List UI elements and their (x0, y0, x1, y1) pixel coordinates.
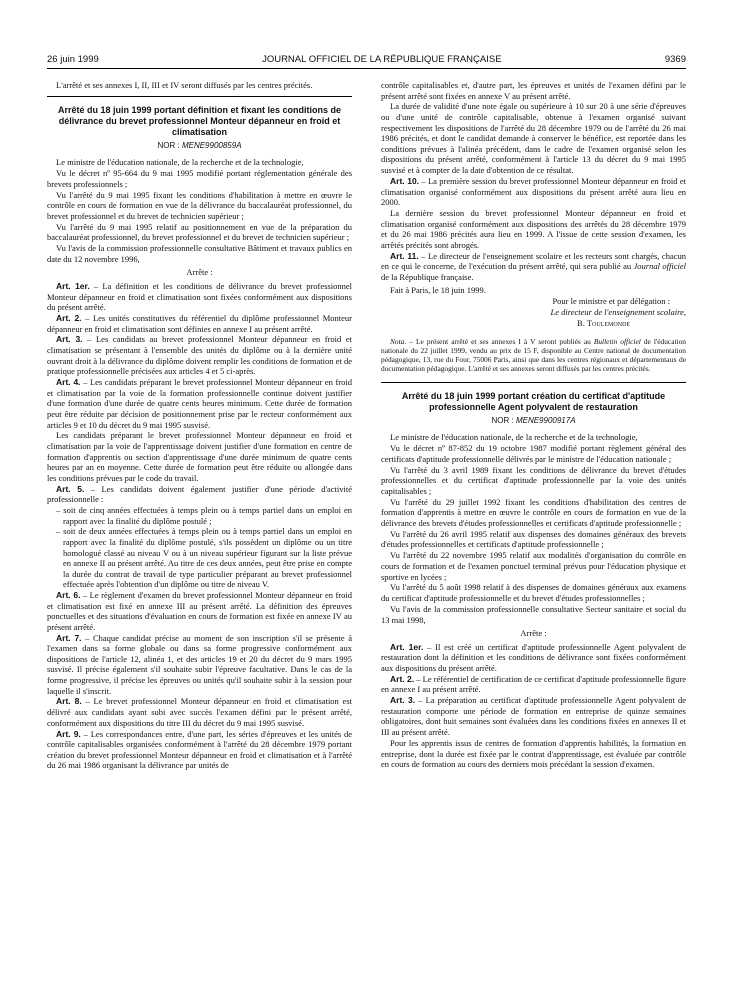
article-paragraph: Les candidats préparant le brevet professionnel Monteur dépanneur en froid et climatisation par la voie de l'apprentissage doivent justifier d'une formation en centre de formation d'apprentis ou section d'apprentissage d'une durée minimum de quatre cents heures par an en moyenne. Cette durée de formation peut être réduite ou allongée dans les conditions prévues par le code du travail. (47, 430, 352, 483)
article (381, 642, 686, 674)
decree-title: Arrêté du 18 juin 1999 portant création du certificat d'aptitude professionnelle Agent polyvalent de restauration (401, 390, 666, 412)
list-item: – soit de deux années effectuées à temps plein ou à temps partiel dans un emploi en rapport avec la finalité du diplôme postulé, s'ils possèdent un diplôme ou un titre homologué classé au niveau V ou à un niveau supérieur figurant sur la liste prévue en annexe II au présent arrêté. Au titre de ces deux années, peut être prise en compte la durée du contrat de travail de type particulier préparant au brevet professionnel effectuée après l'obtention d'un diplôme ou titre de niveau V. (47, 526, 352, 590)
article-text: – La première session du brevet professionnel Monteur dépanneur en froid et climatisation organisé conformément aux dispositions du présent arrêté aura lieu en 2000. (381, 175, 686, 208)
nor-code: MENE9900859A (181, 140, 242, 150)
signature-role (381, 307, 686, 318)
header-page-number: 9369 (664, 53, 686, 65)
article-label: Art. 3. (390, 695, 416, 706)
article-text: – Les candidats au brevet professionnel Monteur dépanneur en froid et climatisation se présentant à l'ensemble des unités du diplôme ou à la dernière unité ouvrant droit à la délivrance du diplôme doivent remplir les conditions de formation et de pratique professionnelle précisées aux articles 4 et 5 ci-après. (47, 334, 352, 377)
article-text: – Les unités constitutives du référentiel du diplôme professionnel Monteur dépanneur en froid et climatisation sont définies en annexe I au présent arrêté. (47, 312, 352, 334)
article-label: Art. 8. (56, 696, 82, 707)
article-label: Art. 2. (56, 312, 82, 323)
signature-role-text: Le directeur de l'enseignement scolaire, (550, 307, 686, 318)
preamble-paragraph: Vu l'arrêté du 9 mai 1995 relatif au positionnement en vue de la préparation du baccalauréat professionnel, du brevet professionnel et du brevet de technicien supérieur ; (47, 221, 352, 243)
nota-paragraph (381, 337, 686, 373)
article-paragraph: La durée de validité d'une note égale ou supérieure à 10 sur 20 à une série d'épreuves ou d'une unité de contrôle capitalisable, obtenue à l'examen organisé suivant respectivement les dispositions de l'arrêté du 28 décembre 1979 ou de l'arrêté du 26 mai 1986 précités, et dont le candidat demande à conserver le bénéfice, est reportée dans les conditions prévues à l'alinéa précédent, dans le cadre de l'examen organisé selon les dispositions du présent arrêté, conformément à l'article 13 du décret du 9 mai 1995 susvisé et à compter de la date d'obtention de ce résultat. (381, 101, 686, 176)
article-label: Art. 1er. (56, 280, 90, 291)
decree-title: Arrêté du 18 juin 1999 portant définition et fixant les conditions de délivrance du brevet professionnel Monteur dépanneur en froid et climatisation (57, 104, 342, 137)
nor-reference (47, 141, 352, 152)
article (47, 334, 352, 376)
article (47, 281, 352, 313)
preamble-paragraph: Vu le décret nº 95-664 du 9 mai 1995 modifié portant réglementation générale des brevets professionnels ; (47, 168, 352, 189)
article (47, 696, 352, 728)
article-text: – Il est créé un certificat d'aptitude professionnelle Agent polyvalent de restauration dont la définition et les conditions de délivrance sont fixées conformément aux dispositions du présent arrêté. (381, 641, 686, 673)
preamble-paragraph: Vu l'avis de la commission professionnelle consultative Bâtiment et travaux publics en date du 12 novembre 1996, (47, 243, 352, 264)
fait-line: Fait à Paris, le 18 juin 1999. (390, 285, 486, 296)
article-text: – Le règlement d'examen du brevet professionnel Monteur dépanneur en froid et climatisation est fixé en annexe III au présent arrêté. La définition des épreuves ponctuelles et des situations d'évaluation en cours de formation est fixée en annexe IV au présent arrêté. (47, 589, 352, 632)
preamble-paragraph: Le ministre de l'éducation nationale, de la recherche et de la technologie, (56, 157, 304, 168)
nor-label: NOR : (157, 140, 180, 150)
preamble-paragraph: Le ministre de l'éducation nationale, de la recherche et de la technologie, (390, 432, 638, 443)
article-label: Art. 4. (56, 377, 81, 388)
intro-paragraph: L'arrêté et ses annexes I, II, III et IV seront diffusés par les centres précités. (56, 80, 313, 90)
header-journal-title: JOURNAL OFFICIEL DE LA RÉPUBLIQUE FRANÇAISE (262, 53, 502, 65)
right-column (381, 80, 686, 970)
article-label: Art. 3. (56, 334, 83, 345)
left-column (47, 80, 352, 970)
preamble-paragraph: Vu l'arrêté du 29 juillet 1992 fixant les conditions d'habilitation des centres de formation d'apprentis à mettre en œuvre le contrôle en cours de formation en vue de la délivrance des brevets d'études professionnelles et certificats d'aptitude professionnelle ; (381, 496, 686, 528)
article-label: Art. 6. (56, 589, 81, 600)
article-label: Art. 11. (390, 250, 419, 261)
signature-name: B. Toulemonde (577, 318, 630, 329)
article-text: – Chaque candidat précise au moment de son inscription s'il se présente à l'examen dans sa forme globale ou dans sa forme progressive conformément aux dispositions de l'article 12, alinéa 1, et des articles 19 et 20 du décret du 9 mars 1995 susvisé. Il précise également s'il souhaite subir l'épreuve facultative. Dans le cas de la forme progressive, il précise les épreuves ou unités qu'il souhaite subir à la session pour laquelle il s'inscrit. (47, 632, 352, 696)
article-text: – Les candidats préparant le brevet professionnel Monteur dépanneur en froid et climatisation par la voie de la formation professionnelle continue doivent justifier d'une formation d'une durée de quatre cents heures minimum. Cette durée de formation peut être réduite par décision de positionnement prise par le recteur conformément aux articles 9 et 10 du décret du 9 mai 1995 susvisé. (47, 377, 352, 430)
article-text: – Le référentiel de certification de ce certificat d'aptitude professionnelle figure en annexe I au présent arrêté. (381, 673, 686, 695)
article-label: Art. 7. (56, 632, 82, 643)
header-rule (47, 68, 686, 69)
preamble-paragraph: Vu l'avis de la commission professionnelle consultative Secteur sanitaire et social du 13 mai 1998, (381, 603, 686, 625)
nor-label: NOR : (491, 415, 514, 425)
article-label: Art. 9. (56, 728, 81, 739)
article-text: – Le brevet professionnel Monteur dépanneur en froid et climatisation est délivré aux candidats ayant subi avec succès l'examen défini par le présent arrêté, conformément aux dispositions du titre III du décret du 9 mai 1995 susvisé. (47, 696, 352, 728)
article (381, 251, 686, 283)
article-paragraph: La dernière session du brevet professionnel Monteur dépanneur en froid et climatisation organisé conformément aux dispositions des arrêtés du 28 décembre 1979 et du 26 mai 1986 précités aura lieu en 1999. A l'issue de cette session d'examen, les arrêtés précités sont abrogés. (381, 208, 686, 250)
article-text: – Le directeur de l'enseignement scolaire et les recteurs sont chargés, chacun en ce qui le concerne, de l'exécution du présent arrêté, qui sera publié au (381, 250, 686, 272)
preamble-paragraph: Vu l'arrêté du 5 août 1998 relatif à des dispenses de domaines généraux aux examens du certificat d'aptitude professionnelle et du brevet d'études professionnelles ; (381, 582, 686, 604)
signature-delegation: Pour le ministre et par délégation : (552, 296, 670, 307)
article (381, 674, 686, 695)
preamble-paragraph: Vu l'arrêté du 22 novembre 1995 relatif aux modalités d'organisation du contrôle en cours de formation et de l'examen ponctuel terminal prévus pour l'éducation physique et sportive en lycées ; (381, 550, 686, 582)
section-rule (47, 96, 352, 97)
article-paragraph: Pour les apprentis issus de centres de formation d'apprentis habilités, la formation en entreprise, dont la durée est fixée par le contrat d'apprentissage, est évaluée par contrôle en cours de formation au cours des derniers mois précédant la session d'examen. (381, 737, 686, 770)
article-text: de la République française. (381, 271, 474, 282)
article-text: – Les candidats doivent également justifier d'une période d'activité professionnelle : (47, 483, 352, 505)
nota-text: – Le présent arrêté et ses annexes I à V seront publiés au (406, 336, 594, 346)
text-columns (47, 80, 686, 970)
article-label: Art. 5. (56, 483, 85, 494)
journal-officiel-mention: Journal officiel (633, 261, 686, 272)
article (47, 377, 352, 430)
nor-reference (381, 416, 686, 427)
continued-paragraph: contrôle capitalisables et, d'autre part, les épreuves et unités de l'examen défini par le présent arrêté sont fixées en annexe V au présent arrêté. (381, 80, 686, 101)
article-text: – Les correspondances entre, d'une part, les séries d'épreuves et les unités de contrôle capitalisables organisées conformément à l'arrêté du 28 décembre 1979 portant création du brevet professionnel Monteur dépanneur en froid et climatisation et à l'arrêté du 26 mai 1986 organisant la délivrance par unités de (47, 728, 352, 771)
article (47, 590, 352, 632)
arrete-heading: Arrête : (186, 267, 213, 278)
dash-list (47, 505, 352, 590)
article-label: Art. 2. (390, 673, 415, 684)
article-label: Art. 1er. (390, 641, 424, 652)
article-text: – La définition et les conditions de délivrance du brevet professionnel Monteur dépanneur en froid et climatisation sont fixées conformément aux dispositions du présent arrêté. (47, 280, 352, 313)
article (381, 176, 686, 208)
page-header (47, 52, 686, 66)
arrete-heading: Arrête : (520, 628, 547, 639)
preamble-paragraph: Vu l'arrêté du 9 mai 1995 fixant les conditions d'habilitation à mettre en œuvre le contrôle en cours de formation en vue de la délivrance du baccalauréat professionnel, du brevet professionnel et du brevet de technicien supérieur ; (47, 189, 352, 221)
nota-text: de l'éducation nationale du 22 juillet 1999, vendu au prix de 15 F, disponible au Centre national de documentation pédagogique, 13, rue du Four, 75006 Paris, ainsi que dans les centres régionaux et départementaux de documentation pédagogique. L'arrêté et ses annexes seront diffusés par les centres précités. (381, 336, 686, 373)
article (47, 484, 352, 505)
nota-label: Nota. (390, 336, 407, 346)
preamble-paragraph: Vu l'arrêté du 26 avril 1995 relatif aux dispenses des domaines généraux des brevets d'études professionnelles et certificats d'aptitude professionnelle ; (381, 528, 686, 550)
article (47, 729, 352, 771)
article-text: – La préparation au certificat d'aptitude professionnelle Agent polyvalent de restauration comporte une période de formation en entreprise de quinze semaines obligatoires, dont huit semaines sont évaluées dans les conditions fixées en annexes II et III au présent arrêté. (381, 695, 686, 738)
list-item: – soit de cinq années effectuées à temps plein ou à temps partiel dans un emploi en rapport avec la finalité du diplôme postulé ; (47, 505, 352, 526)
article (47, 633, 352, 697)
article (381, 695, 686, 737)
section-rule (381, 382, 686, 383)
nor-code: MENE9900917A (515, 415, 576, 425)
preamble-paragraph: Vu l'arrêté du 3 avril 1989 fixant les conditions de délivrance du brevet d'études professionnelles et du certificat d'aptitude professionnelle par la voie des unités capitalisables ; (381, 464, 686, 496)
article (47, 313, 352, 334)
article-label: Art. 10. (390, 175, 420, 186)
header-date: 26 juin 1999 (47, 53, 99, 65)
bulletin-officiel-mention: Bulletin officiel (593, 336, 641, 346)
preamble-paragraph: Vu le décret nº 87-852 du 19 octobre 1987 modifié portant règlement général des certificats d'aptitude professionnelle délivrés par le ministre de l'éducation nationale ; (381, 443, 686, 464)
